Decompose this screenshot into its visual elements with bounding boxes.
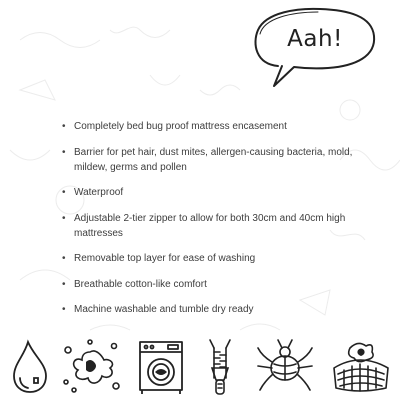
feature-item: • Removable top layer for ease of washing [62,251,372,266]
bubble-text: Aah! [287,26,343,52]
washing-machine-icon [134,338,190,396]
feature-item: • Machine washable and tumble dry ready [62,302,372,317]
feature-item: • Barrier for pet hair, dust mites, allergen-causing bacteria, mold, mildew, germs and pollen [62,145,372,175]
feature-list [62,119,372,328]
icon-row [0,338,400,398]
water-drop-icon [6,338,54,394]
zipper-icon [202,338,238,398]
cushion-icon [328,338,394,396]
dust-mite-icon [254,338,316,394]
feature-item: • Adjustable 2-tier zipper to allow for both 30cm and 40cm high mattresses [62,211,372,241]
feature-item: • Breathable cotton-like comfort [62,277,372,292]
splash-icon [60,338,122,394]
feature-item: • Completely bed bug proof mattress encasement [62,119,372,134]
feature-item: • Waterproof [62,185,372,200]
